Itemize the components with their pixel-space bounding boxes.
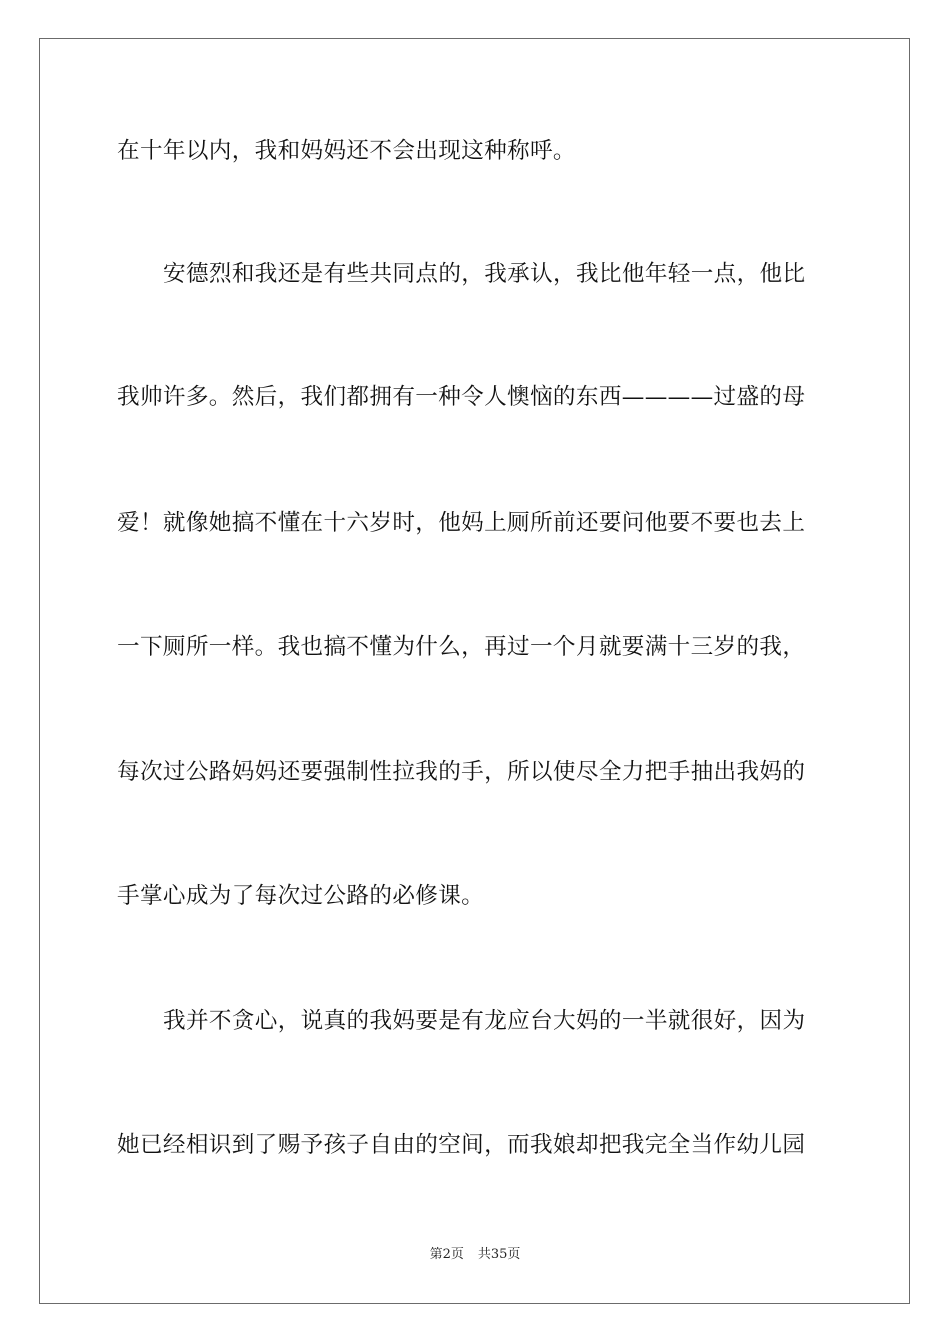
text-line-8: 我并不贪心，说真的我妈要是有龙应台大妈的一半就很好，因为 — [163, 1008, 806, 1034]
page-number: 第2页 — [429, 1247, 464, 1262]
text-line-3: 我帅许多。然后，我们都拥有一种令人懊恼的东西————过盛的母 — [117, 384, 806, 410]
text-line-1: 在十年以内，我和妈妈还不会出现这种称呼。 — [117, 138, 576, 164]
page-border — [39, 38, 910, 1304]
text-line-2: 安德烈和我还是有些共同点的，我承认，我比他年轻一点，他比 — [163, 261, 806, 287]
text-line-9: 她已经相识到了赐予孩子自由的空间，而我娘却把我完全当作幼儿园 — [117, 1132, 806, 1158]
text-line-5: 一下厕所一样。我也搞不懂为什么，再过一个月就要满十三岁的我， — [117, 634, 806, 660]
text-line-6: 每次过公路妈妈还要强制性拉我的手，所以使尽全力把手抽出我妈的 — [117, 759, 806, 785]
text-line-4: 爱！就像她搞不懂在十六岁时，他妈上厕所前还要问他要不要也去上 — [117, 510, 806, 536]
text-line-7: 手掌心成为了每次过公路的必修课。 — [117, 883, 485, 909]
page-total: 共35页 — [477, 1247, 521, 1262]
page-footer — [0, 1247, 950, 1263]
